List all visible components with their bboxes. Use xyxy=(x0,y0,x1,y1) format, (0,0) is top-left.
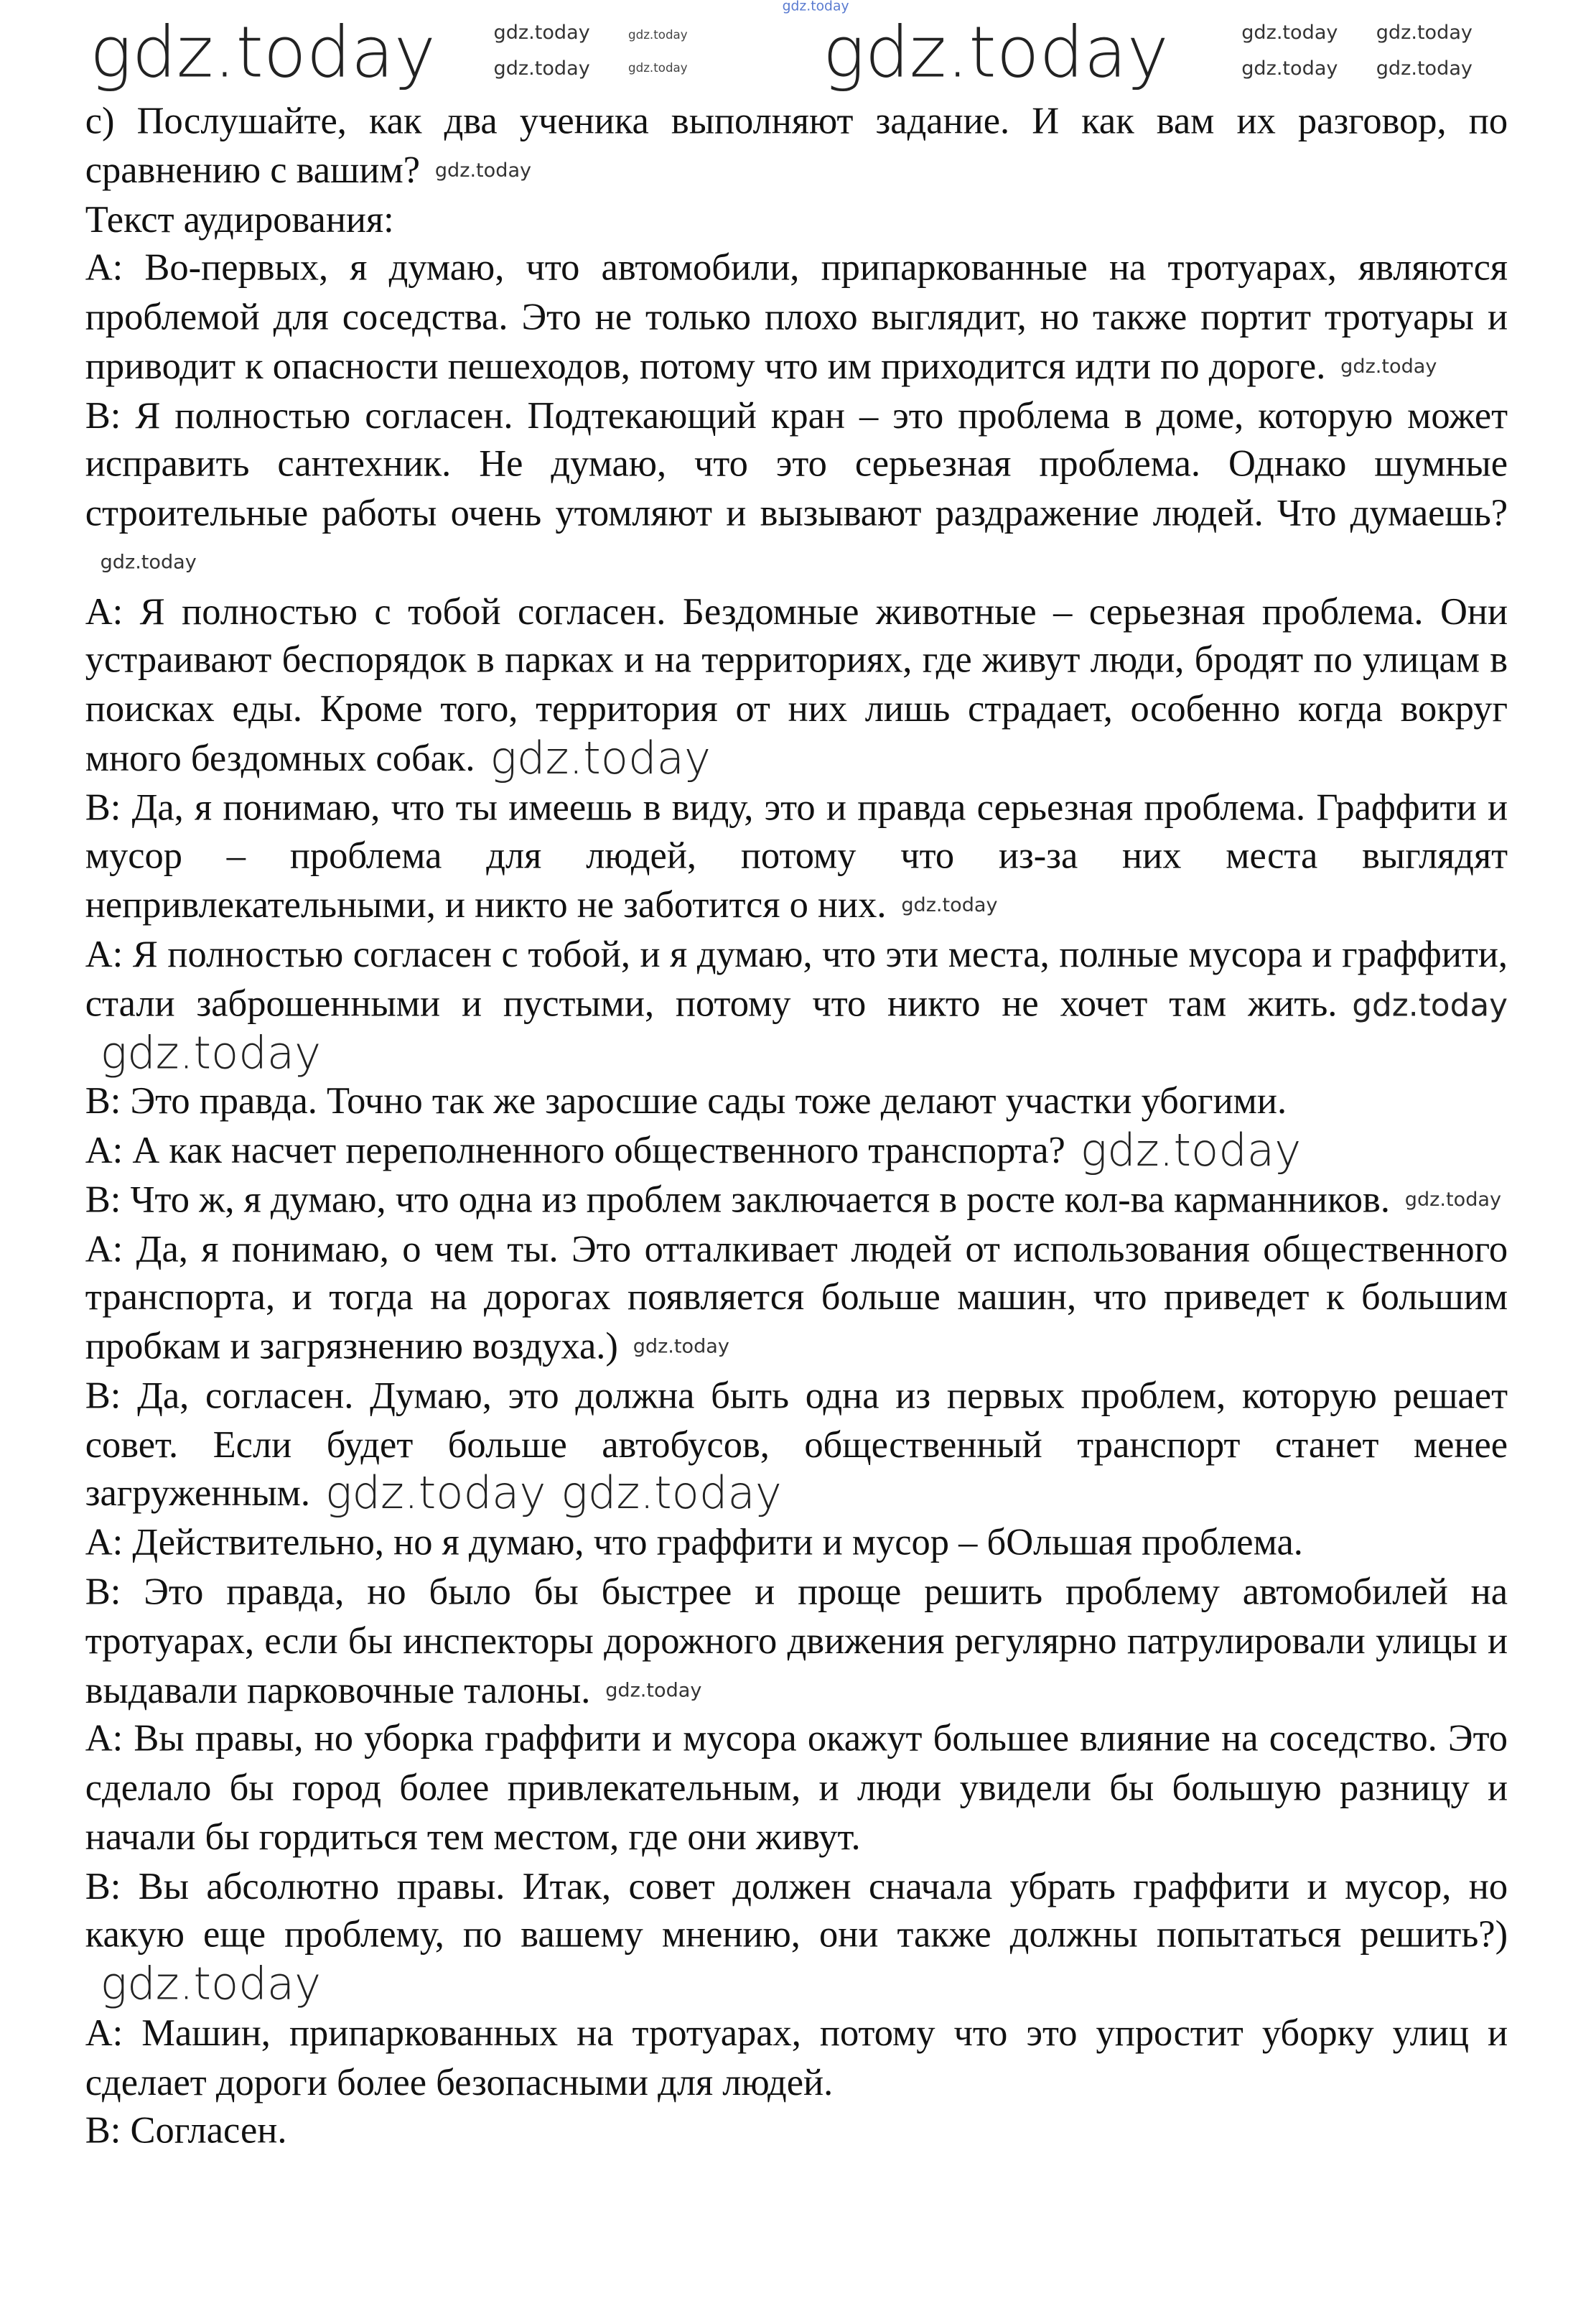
watermark: gdz.today xyxy=(822,11,1169,95)
watermark: gdz.today xyxy=(493,58,590,81)
dialogue-line xyxy=(85,246,1508,393)
watermark: gdz.today xyxy=(561,1468,782,1521)
dialogue-text: A: А как насчет переполненного общественного транспорта? xyxy=(85,1131,1065,1172)
dialogue-line xyxy=(85,1520,1508,1569)
watermark: gdz.today xyxy=(628,61,688,75)
watermark: gdz.today xyxy=(325,1468,546,1521)
dialogue-text: B: Это правда, но было бы быстрее и проще решить проблему автомобилей на тротуарах, если бы инспекторы дорожного движения регулярно патрулировали улицы и выдавали парковочные талоны. xyxy=(85,1572,1508,1711)
section-heading xyxy=(85,197,1508,246)
task-instruction-text: c) Послушайте, как два ученика выполняют задание. И как вам их разговор, по сравнению с вашим? xyxy=(85,101,1508,192)
dialogue-text: B: Да, я понимаю, что ты имеешь в виду, это и правда серьезная проблема. Граффити и мусор – проблема для людей, потому что из-за них места выглядят непривлекательными, и никто не заботится о них. xyxy=(85,788,1508,927)
dialogue-text: B: Да, согласен. Думаю, это должна быть одна из первых проблем, которую решает совет. Если будет больше автобусов, общественный транспорт станет менее загруженным. xyxy=(85,1376,1508,1515)
dialogue-text: A: Да, я понимаю, о чем ты. Это отталкивает людей от использования общественного транспорта, и тогда на дорогах появляется больше машин, что приведет к большим пробкам и загрязнению воздуха.) xyxy=(85,1229,1508,1368)
dialogue-line xyxy=(85,589,1508,785)
dialogue-line xyxy=(85,1373,1508,1520)
dialogue-line xyxy=(85,1079,1508,1128)
dialogue-line xyxy=(85,1125,1508,1178)
watermark: gdz.today xyxy=(493,22,590,45)
dialogue-text: B: Что ж, я думаю, что одна из проблем заключается в росте кол-ва карманников. xyxy=(85,1180,1390,1221)
dialogue-line xyxy=(85,1569,1508,1716)
dialogue-text: B: Это правда. Точно так же заросшие сады тоже делают участки убогими. xyxy=(85,1082,1287,1123)
dialogue-line xyxy=(85,393,1508,589)
dialogue-line xyxy=(85,932,1508,1079)
task-instruction xyxy=(85,99,1508,197)
watermark: gdz.today xyxy=(1241,22,1338,45)
watermark: gdz.today xyxy=(1080,1125,1302,1178)
dialogue-line xyxy=(85,2011,1508,2109)
watermark: gdz.today xyxy=(100,552,197,575)
listening-text xyxy=(85,99,1508,2158)
watermark: gdz.today xyxy=(1376,58,1473,81)
watermark: gdz.today xyxy=(901,895,998,918)
dialogue-text: B: Согласен. xyxy=(85,2111,287,2152)
watermark: gdz.today xyxy=(1376,22,1473,45)
section-heading-text: Текст аудирования: xyxy=(85,200,394,241)
dialogue-line xyxy=(85,785,1508,932)
watermark: gdz.today xyxy=(1340,355,1437,378)
dialogue-line xyxy=(85,1177,1508,1226)
watermark: gdz.today xyxy=(633,1336,729,1359)
dialogue-text: A: Я полностью с тобой согласен. Бездомные животные – серьезная проблема. Они устраивают беспорядок в парках и на территориях, где живут люди, бродят по улицам в поисках еды. Кроме того, территория от них лишь страдает, особенно когда вокруг много бездомных собак. xyxy=(85,592,1508,780)
dialogue-text: A: Вы правы, но уборка граффити и мусора окажут большее влияние на соседство. Это сделало бы город более привлекательным, и люди увидели бы большую разницу и начали бы гордиться тем местом, где они живут. xyxy=(85,1719,1508,1859)
watermark: gdz.today xyxy=(1404,1189,1502,1212)
watermark: gdz.today xyxy=(782,0,849,15)
dialogue-line xyxy=(85,1716,1508,1864)
watermark: gdz.today xyxy=(605,1679,702,1702)
dialogue-line xyxy=(85,1227,1508,1374)
dialogue-text: A: Я полностью согласен с тобой, и я думаю, что эти места, полные мусора и граффити, стали заброшенными и пустыми, потому что никто не хочет там жить. xyxy=(85,935,1508,1025)
watermark: gdz.today xyxy=(490,733,711,786)
watermark: gdz.today xyxy=(434,159,532,182)
watermark: gdz.today xyxy=(1241,58,1338,81)
dialogue-text: A: Действительно, но я думаю, что граффити и мусор – бОльшая проблема. xyxy=(85,1523,1303,1564)
dialogue-text: A: Во-первых, я думаю, что автомобили, припаркованные на тротуарах, являются проблемой для соседства. Это не только плохо выглядит, но также портит тротуары и приводит к опасности пешеходов, потому что им приходится идти по дороге. xyxy=(85,248,1508,388)
dialogue-text: B: Вы абсолютно правы. Итак, совет должен сначала убрать граффити и мусор, но какую еще проблему, по вашему мнению, они также должны попытаться решить?) xyxy=(85,1866,1508,1956)
watermark: gdz.today xyxy=(628,28,688,42)
watermark: gdz.today xyxy=(90,11,436,95)
dialogue-text: B: Я полностью согласен. Подтекающий кран – это проблема в доме, которую может исправить сантехник. Не думаю, что это серьезная проблема. Однако шумные строительные работы очень утомляют и вызывают раздражение людей. Что думаешь? xyxy=(85,396,1508,535)
dialogue-text: A: Машин, припаркованных на тротуарах, потому что это упростит уборку улиц и сделает дороги более безопасными для людей. xyxy=(85,2013,1508,2103)
dialogue-line xyxy=(85,1864,1508,2011)
watermark: gdz.today xyxy=(100,1027,322,1080)
dialogue-line xyxy=(85,2109,1508,2157)
watermark: gdz.today xyxy=(100,1958,322,2012)
watermark: gdz.today xyxy=(1352,987,1508,1023)
